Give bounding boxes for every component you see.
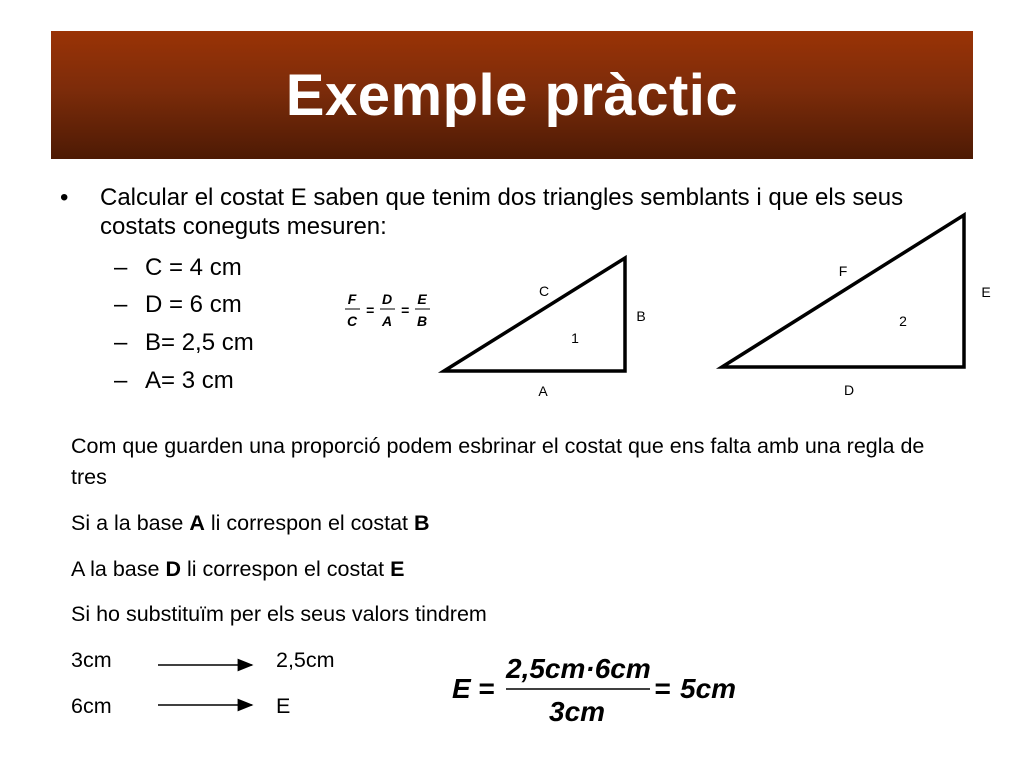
rule-left-2: 6cm	[71, 694, 112, 718]
bullet-text: Calcular el costat E saben que tenim dos triangles semblants i que els seus costats coneguts mesuren:	[100, 184, 904, 240]
equals-sign: =	[400, 302, 410, 318]
rule-arrows	[150, 652, 265, 716]
explanation-text: Com que guarden una proporció podem esbrinar el costat que ens falta amb una regla de tres	[71, 434, 925, 489]
rule-line-1	[71, 508, 951, 539]
text: li correspon el costat	[180, 557, 391, 581]
formula-equals: =	[478, 673, 495, 704]
result-formula	[446, 648, 746, 738]
formula-denominator: 3cm	[549, 696, 606, 727]
text: li correspon el costat	[204, 511, 414, 535]
dash: –	[114, 329, 128, 356]
triangle-1-label-a: A	[538, 383, 548, 399]
measure-text: D = 6 cm	[145, 291, 242, 318]
rule-right-2: E	[276, 694, 291, 718]
triangle-1-label-c: C	[538, 283, 550, 299]
text: A la base	[71, 557, 166, 581]
measure-text: C = 4 cm	[145, 254, 242, 281]
formula-lhs: E	[452, 673, 471, 704]
formula-equals: =	[654, 673, 671, 704]
triangle-1-label-b: B	[636, 308, 646, 324]
measure-text: B= 2,5 cm	[145, 329, 254, 356]
rule-line-2	[71, 554, 951, 585]
frac-den-c: C	[346, 313, 358, 329]
base-a: A	[189, 511, 205, 535]
triangle-2	[722, 215, 964, 367]
triangle-2-label-e: E	[981, 284, 991, 300]
equals-sign: =	[365, 302, 375, 318]
substitution-text: Si ho substituïm per els seus valors tindrem	[71, 602, 487, 626]
formula-numerator: 2,5cm·6cm	[506, 653, 651, 684]
triangle-2-label-d: D	[843, 382, 855, 398]
dash: –	[114, 367, 128, 394]
side-b: B	[413, 511, 430, 535]
triangle-2-number: 2	[899, 313, 907, 329]
bullet-marker: •	[60, 184, 69, 211]
dash: –	[114, 291, 128, 318]
frac-num-f: F	[347, 291, 357, 307]
base-d: D	[165, 557, 181, 581]
frac-den-b: B	[416, 313, 428, 329]
side-e: E	[390, 557, 405, 581]
dash: –	[114, 254, 128, 281]
frac-num-e: E	[417, 291, 427, 307]
frac-num-d: D	[381, 291, 393, 307]
triangle-1-number: 1	[571, 330, 579, 346]
triangle-2-label-f: F	[838, 263, 848, 279]
measure-text: A= 3 cm	[145, 367, 234, 394]
triangle-1	[444, 258, 625, 371]
rule-right-1: 2,5cm	[276, 648, 335, 672]
formula-result: 5cm	[680, 673, 737, 704]
frac-den-a: A	[381, 313, 393, 329]
slide-title: Exemple pràctic	[285, 62, 739, 128]
rule-left-1: 3cm	[71, 648, 112, 672]
text: Si a la base	[71, 511, 190, 535]
